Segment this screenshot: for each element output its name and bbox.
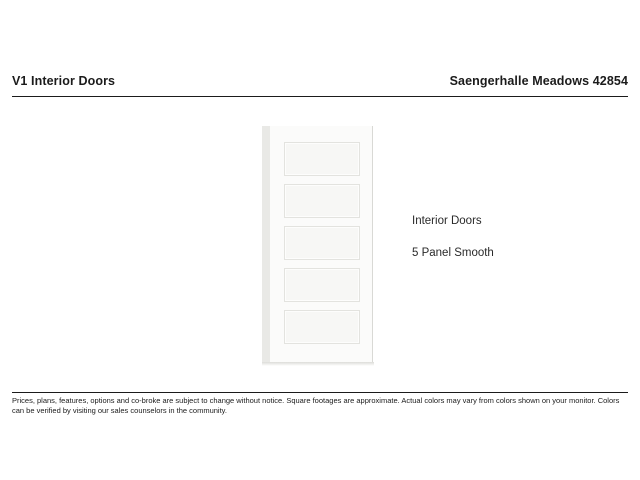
door-panel — [284, 226, 360, 260]
door-panel — [284, 268, 360, 302]
footer-disclaimer: Prices, plans, features, options and co-broke are subject to change without notice. Square footages are approximate. Actual colors may vary from colors shown on your monitor. Colors can be verified by visiting our sales counselors in the community. — [12, 396, 620, 416]
header-right-title: Saengerhalle Meadows 42854 — [449, 74, 628, 88]
door-image — [262, 126, 372, 366]
door-panel — [284, 310, 360, 344]
figure-caption — [412, 215, 612, 261]
page-header — [12, 74, 628, 88]
door-panel — [284, 142, 360, 176]
caption-product-style: 5 Panel Smooth — [412, 246, 494, 259]
door-shadow — [262, 362, 374, 366]
door-panel — [284, 184, 360, 218]
header-left-title: V1 Interior Doors — [12, 74, 116, 88]
footer-divider — [12, 392, 628, 393]
caption-product-category: Interior Doors — [412, 215, 482, 227]
header-divider — [12, 96, 628, 97]
door-slab — [270, 126, 373, 363]
